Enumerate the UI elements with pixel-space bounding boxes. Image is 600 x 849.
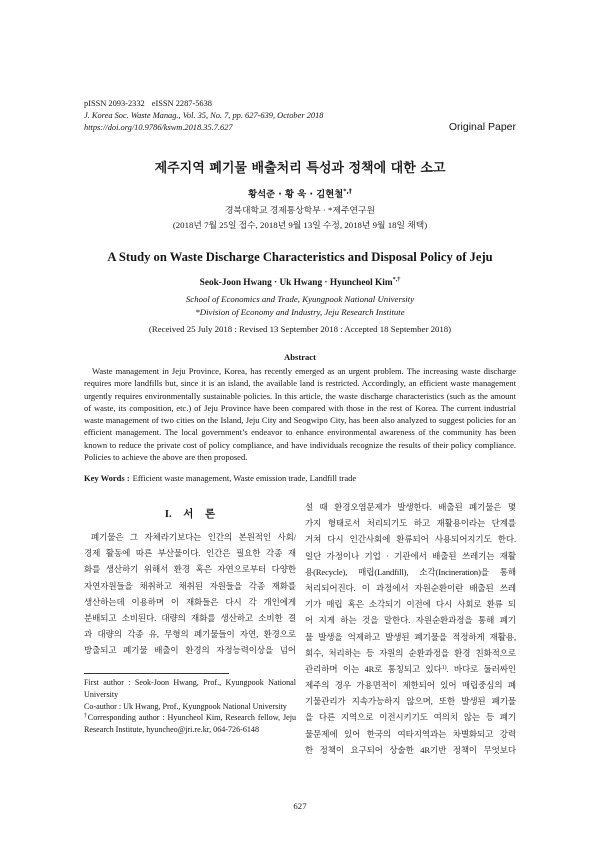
body-line: 폐기물은 그 자체라기보다는 인간의 본원적인 사회/ bbox=[91, 532, 296, 542]
body-line bbox=[305, 661, 516, 677]
footnotes bbox=[84, 677, 296, 736]
article-type-label: Original Paper bbox=[448, 121, 516, 133]
page-number: 627 bbox=[293, 801, 307, 811]
authors-english bbox=[84, 277, 516, 289]
body-line: 처리되어진다. 이 과정에서 자원순환이란 배출된 쓰레 bbox=[305, 582, 516, 593]
body-column-left bbox=[84, 529, 296, 659]
body-line: 물 발생을 억제하고 발생된 폐기물을 적정하게 재활용, bbox=[305, 631, 516, 642]
affiliation-korean: 경북대학교 경제통상학부 · *제주연구원 bbox=[225, 205, 375, 215]
corresponding-mark: † bbox=[84, 713, 88, 720]
body-line: 화를 생산하기 위해서 환경 혹은 자연으로부터 다양한 bbox=[84, 564, 296, 575]
body-column-right bbox=[305, 499, 516, 758]
print-issn: pISSN 2093-2332 bbox=[84, 99, 145, 108]
authors-korean bbox=[84, 189, 516, 201]
keywords-text: Efficient waste management, Waste emission trade, Landfill trade bbox=[132, 473, 357, 483]
body-line: 설 때 환경오염문제가 발생한다. 배출된 폐기물은 몇 bbox=[305, 502, 516, 512]
body-line: 과 대량의 각종 유, 무형의 폐기물들이 자연, 환경으로 bbox=[84, 629, 296, 640]
journal-citation: J. Korea Soc. Waste Manag., Vol. 35, No. 7, pp. 627-639, October 2018 bbox=[84, 111, 324, 120]
abstract-text: Waste management in Jeju Province, Korea, has recently emerged as an urgent problem. The increasing waste discharge requires more landfills but, since it is an island, the available land is restricted. Accordingly, an efficient waste management urgently requires environmentally sustainable policies. In this article, the waste discharge characteristics (such as the amount of waste, its composition, etc.) of Jeju Province have been compared with those in the rest of Korea. The current industrial waste management of two cities on the Island, Jeju City and Seogwipo City, has been also analyzed to suggest policies for an efficient management. The local government’s endeavor to enhance environmental awareness of the community has been known to reduce the private cost of policy compliance, and have individuals recognize the results of their policy compliance. Policies to achieve the above are then proposed. bbox=[84, 366, 516, 463]
title-english: A Study on Waste Discharge Characteristics and Disposal Policy of Jeju bbox=[107, 250, 493, 264]
body-line: 물문제에 있어 한국의 여타지역과는 차별화되고 강력 bbox=[305, 728, 516, 739]
submission-dates-english: (Received 25 July 2018 : Revised 13 September 2018 : Accepted 18 September 2018) bbox=[148, 324, 452, 334]
author-names-korean: 황석준 · 황 욱 · 김현철 bbox=[248, 189, 344, 200]
body-line: 경제 활동에 따른 부산물이다. 인간은 필요한 각종 재 bbox=[84, 548, 296, 559]
submission-dates-korean: (2018년 7월 25일 접수, 2018년 9월 13일 수정, 2018년 9월 18일 채택) bbox=[172, 220, 428, 230]
body-line: 한 정책이 요구되어 상술한 4R기반 정책이 무엇보다 bbox=[305, 744, 516, 755]
footnote-co-author: Co-author : Uk Hwang, Prof., Kyungpook National University bbox=[84, 701, 287, 711]
body-line: 기가 매립 혹은 소각되기 이전에 다시 사회로 환류 되 bbox=[305, 599, 516, 610]
section-heading-introduction: I. 서 론 bbox=[164, 509, 216, 520]
body-line: 가지 형태로서 처리되기도 하고 재활용이라는 단계를 bbox=[305, 518, 516, 529]
footnote-divider bbox=[84, 673, 229, 674]
body-line: 생산하는데 이용하며 이 재화들은 다시 각 개인에게 bbox=[84, 596, 296, 607]
body-line: 제주의 경우 가용면적이 제한되어 있어 매립중심의 폐 bbox=[305, 680, 516, 691]
keywords bbox=[84, 472, 516, 484]
body-line: 일단 가정이나 기업 · 기관에서 배출된 쓰레기는 재활 bbox=[305, 550, 516, 561]
body-line: 을 다른 지역으로 이전시키기도 여의치 않는 등 폐기 bbox=[305, 712, 516, 723]
body-line: 기물관리가 지속가능하지 않으며, 또한 발생된 폐기물 bbox=[305, 696, 516, 707]
body-line: 방출되고 폐기물 배출이 환경의 자정능력이상을 넘어 bbox=[84, 645, 296, 656]
body-line: 어 지게 하는 것을 말한다. 자원순환과정을 통해 폐기 bbox=[305, 615, 516, 626]
electronic-issn: eISSN 2287-5638 bbox=[151, 99, 212, 108]
doi-link[interactable]: https://doi.org/10.9786/kswm.2018.35.7.627 bbox=[84, 123, 233, 132]
footnote-corresponding-text: Corresponding author : Hyuncheol Kim, Research fellow, Jeju Research Institute, hyuncheo@jri.re.kr, 064-726-6148 bbox=[84, 713, 296, 735]
author-affiliation-mark: *,† bbox=[392, 276, 401, 283]
footnote-first-author: First author : Seok-Joon Hwang, Prof., Kyungpook National University bbox=[84, 678, 296, 699]
body-line: 자연자원들을 채취하고 채취된 자원들을 각종 재화를 bbox=[84, 580, 296, 591]
footnote-corresponding-author bbox=[84, 712, 296, 736]
body-line: 거쳐 다시 인간사회에 환류되어 사용되어지기도 한다. bbox=[305, 534, 516, 545]
reference-mark: 1) bbox=[441, 664, 447, 671]
body-line-text: 관리하며 이는 4R로 통칭되고 있다 bbox=[305, 663, 442, 674]
keywords-label: Key Words : bbox=[84, 473, 130, 483]
title-korean: 제주지역 폐기물 배출처리 특성과 정책에 대한 소고 bbox=[154, 161, 446, 176]
body-line: 회수, 처리하는 등 자원의 순환과정을 환경 친화적으로 bbox=[305, 647, 516, 658]
issn-line bbox=[84, 98, 212, 110]
affiliation-english-1: School of Economics and Trade, Kyungpook National University bbox=[185, 294, 415, 304]
abstract-heading: Abstract bbox=[284, 352, 316, 362]
affiliation-english-2: *Division of Economy and Industry, Jeju Research Institute bbox=[195, 307, 405, 317]
author-names-english: Seok-Joon Hwang · Uk Hwang · Hyuncheol Kim bbox=[199, 278, 393, 288]
body-line: 용(Recycle), 매립(Landfill), 소각(Incineration)을 통해 bbox=[305, 566, 516, 577]
body-line-text: . 바다로 둘러싸인 bbox=[446, 663, 517, 674]
body-line: 분배되고 소비된다. 대량의 재화를 생산하고 소비한 결 bbox=[84, 612, 296, 623]
author-affiliation-mark: *,† bbox=[343, 188, 352, 195]
